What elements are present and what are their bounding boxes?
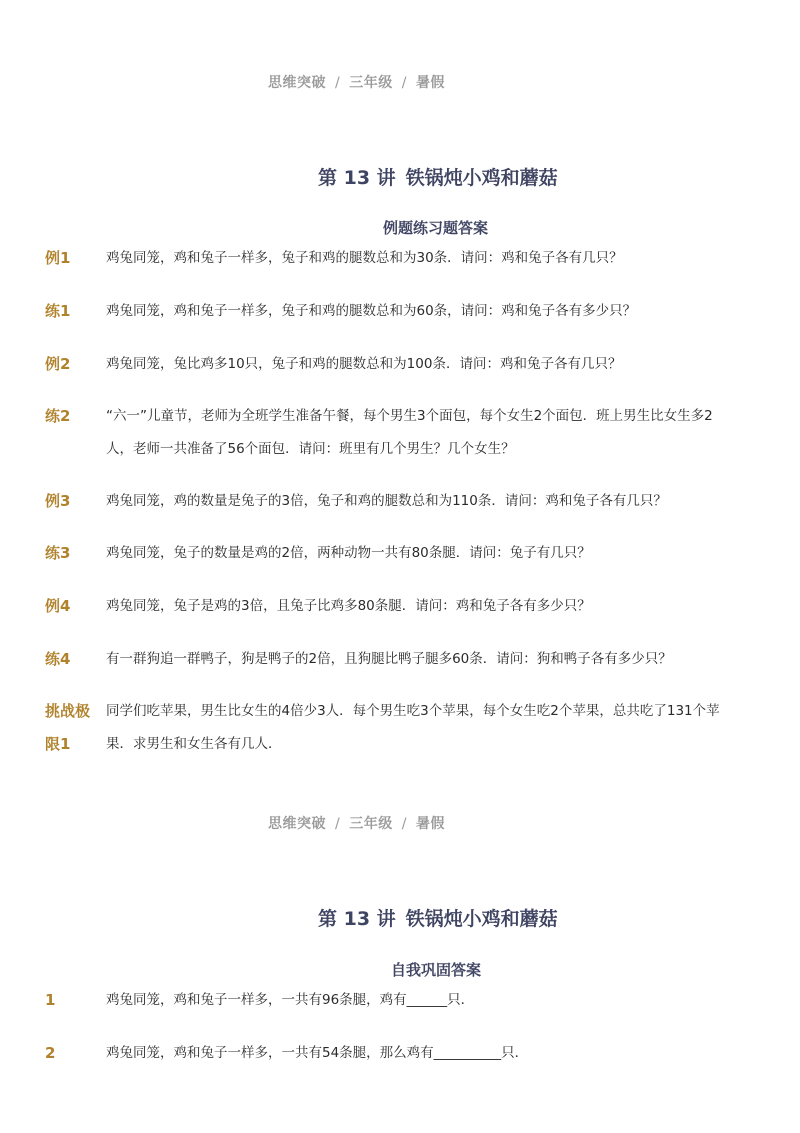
breadcrumb-separator: / — [335, 75, 341, 91]
breadcrumb-subject: 思维突破 — [268, 816, 326, 832]
problem-label: 例2 — [45, 355, 71, 373]
lecture-number: 第 13 讲 — [318, 908, 396, 930]
problem-label: 练4 — [45, 650, 71, 668]
breadcrumb-separator: / — [401, 816, 407, 832]
breadcrumb-term: 暑假 — [415, 816, 445, 832]
problem-label: 例1 — [45, 249, 71, 267]
problem-text: “六一”儿童节，老师为全班学生准备午餐，每个男生3个面包，每个女生2个面包．班上男生比女生多2人，老师一共准备了56个面包．请问：班里有几个男生？几个女生？ — [106, 408, 713, 457]
problem-text: 鸡兔同笼，兔比鸡多10只，兔子和鸡的腿数总和为100条．请问：鸡和兔子各有几只？ — [106, 356, 622, 372]
problem-label: 1 — [45, 991, 56, 1009]
breadcrumb-subject: 思维突破 — [268, 75, 326, 91]
section-title: 自我巩固答案 — [391, 961, 482, 979]
problem-text: 鸡兔同笼，鸡和兔子一样多，兔子和鸡的腿数总和为30条．请问：鸡和兔子各有几只？ — [106, 250, 623, 266]
section-title: 例题练习题答案 — [383, 219, 489, 237]
problem-label: 练2 — [45, 407, 71, 425]
lecture-name: 铁锅炖小鸡和蘑菇 — [405, 167, 558, 189]
breadcrumb-term: 暑假 — [415, 75, 445, 91]
lecture-title — [318, 904, 558, 931]
problem-label: 2 — [45, 1044, 56, 1062]
problem-text: 鸡兔同笼，鸡和兔子一样多，一共有96条腿，鸡有______只． — [106, 992, 475, 1008]
problem-text: 鸡兔同笼，兔子的数量是鸡的2倍，两种动物一共有80条腿．请问：兔子有几只？ — [106, 545, 591, 561]
breadcrumb — [268, 72, 445, 92]
problem-label: 练3 — [45, 544, 71, 562]
problem-text: 鸡兔同笼，鸡和兔子一样多，兔子和鸡的腿数总和为60条，请问：鸡和兔子各有多少只？ — [106, 303, 637, 319]
breadcrumb-separator: / — [401, 75, 407, 91]
lecture-title — [318, 163, 558, 190]
breadcrumb-grade: 三年级 — [349, 75, 393, 91]
problem-label: 挑战极限1 — [45, 702, 91, 753]
breadcrumb-separator: / — [335, 816, 341, 832]
problem-text: 同学们吃苹果，男生比女生的4倍少3人．每个男生吃3个苹果，每个女生吃2个苹果，总共吃了131个苹果．求男生和女生各有几人． — [106, 703, 720, 752]
breadcrumb-grade: 三年级 — [349, 816, 393, 832]
problem-text: 有一群狗追一群鸭子，狗是鸭子的2倍，且狗腿比鸭子腿多60条．请问：狗和鸭子各有多少只？ — [106, 651, 672, 667]
breadcrumb — [268, 813, 445, 833]
problem-text: 鸡兔同笼，鸡和兔子一样多，一共有54条腿，那么鸡有__________只． — [106, 1045, 529, 1061]
lecture-name: 铁锅炖小鸡和蘑菇 — [405, 908, 558, 930]
problem-label: 练1 — [45, 302, 71, 320]
problem-text: 鸡兔同笼，鸡的数量是兔子的3倍，兔子和鸡的腿数总和为110条．请问：鸡和兔子各有几只？ — [106, 493, 667, 509]
problem-label: 例4 — [45, 597, 71, 615]
problem-label: 例3 — [45, 492, 71, 510]
lecture-number: 第 13 讲 — [318, 167, 396, 189]
problem-text: 鸡兔同笼，兔子是鸡的3倍，且兔子比鸡多80条腿．请问：鸡和兔子各有多少只？ — [106, 598, 591, 614]
